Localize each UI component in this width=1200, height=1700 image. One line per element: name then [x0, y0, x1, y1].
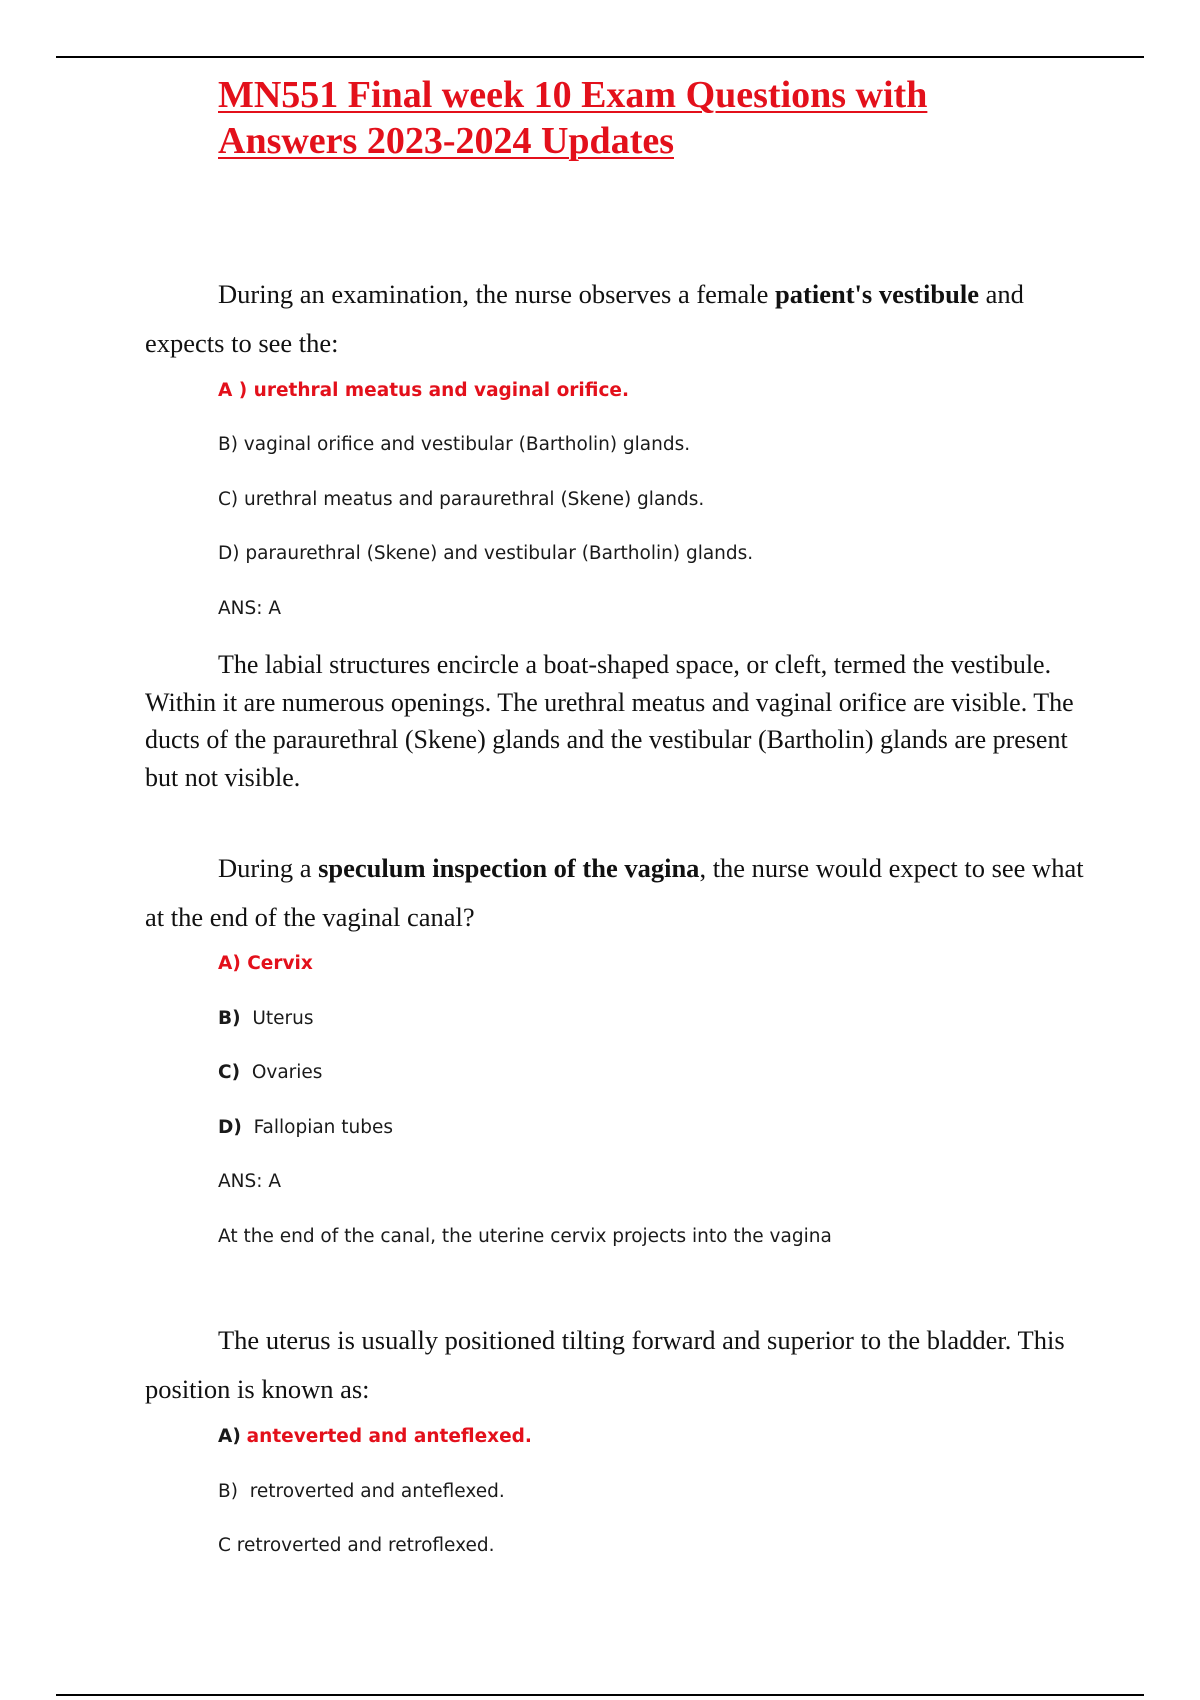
- question-2-stem-bold: speculum inspection of the vagina: [318, 853, 700, 883]
- question-2-option-c: [218, 1061, 322, 1085]
- title-line-1: MN551 Final week 10 Exam Questions with: [218, 74, 928, 116]
- title-line-2: Answers 2023-2024 Updates: [218, 120, 674, 162]
- document-title: [218, 72, 1078, 164]
- question-1-option-d: D) paraurethral (Skene) and vestibular (Bartholin) glands.: [218, 543, 754, 564]
- question-1-answer: ANS: A: [218, 598, 282, 619]
- bottom-rule: [56, 1694, 1144, 1696]
- question-3-option-b-label: B): [218, 1481, 238, 1502]
- question-1-option-c: C) urethral meatus and paraurethral (Skene) glands.: [218, 489, 705, 510]
- question-2-option-b-text: Uterus: [252, 1008, 314, 1029]
- question-2-option-c-text: Ovaries: [251, 1062, 323, 1083]
- question-1-option-b: B) vaginal orifice and vestibular (Bartholin) glands.: [218, 434, 691, 455]
- question-2-option-a-text: Cervix: [247, 953, 313, 974]
- question-3-option-b-text: retroverted and anteflexed.: [249, 1481, 505, 1502]
- question-3-option-c-text: C retroverted and retroflexed.: [218, 1535, 495, 1556]
- question-3-option-a-text: anteverted and anteflexed.: [246, 1426, 532, 1447]
- question-1-stem-post: and expects to see the:: [145, 279, 1024, 358]
- question-1-stem: [145, 270, 1095, 368]
- question-2-option-b-label: B): [218, 1008, 241, 1029]
- question-2-option-a-label: A): [218, 953, 241, 974]
- question-1-stem-pre: During an examination, the nurse observes a female: [218, 279, 776, 309]
- question-2-option-c-label: C): [218, 1062, 241, 1083]
- question-2-answer: ANS: A: [218, 1171, 282, 1192]
- question-2-option-b: [218, 1007, 313, 1031]
- question-3-option-a: [218, 1425, 532, 1449]
- question-2-stem: [145, 844, 1095, 942]
- question-2-option-d: [218, 1116, 393, 1140]
- question-2-option-d-label: D): [218, 1117, 242, 1138]
- top-rule: [56, 56, 1144, 58]
- question-2-explanation: At the end of the canal, the uterine cervix projects into the vagina: [218, 1226, 832, 1247]
- question-3-stem: The uterus is usually positioned tilting forward and superior to the bladder. This position is known as:: [145, 1325, 1065, 1404]
- question-2-stem-post: , the nurse would expect to see what at the end of the vaginal canal?: [145, 853, 1084, 932]
- question-3-option-a-label: A): [218, 1426, 241, 1447]
- question-2-stem-pre: During a: [218, 853, 319, 883]
- question-3-option-c: [218, 1534, 494, 1558]
- question-1-option-a: A ) urethral meatus and vaginal orifice.: [218, 380, 630, 401]
- question-1-stem-bold: patient's vestibule: [775, 279, 979, 309]
- question-1-explanation: The labial structures encircle a boat-shaped space, or cleft, termed the vestibule. Within it are numerous openings. The urethral meatus and vaginal orifice are visible. The ducts of the paraurethral (Skene) glands and the vestibular (Bartholin) glands are present but not visible.: [145, 650, 1074, 792]
- question-3-option-b: [218, 1480, 505, 1504]
- question-2-option-a: [218, 952, 313, 976]
- question-2-option-d-text: Fallopian tubes: [253, 1117, 394, 1138]
